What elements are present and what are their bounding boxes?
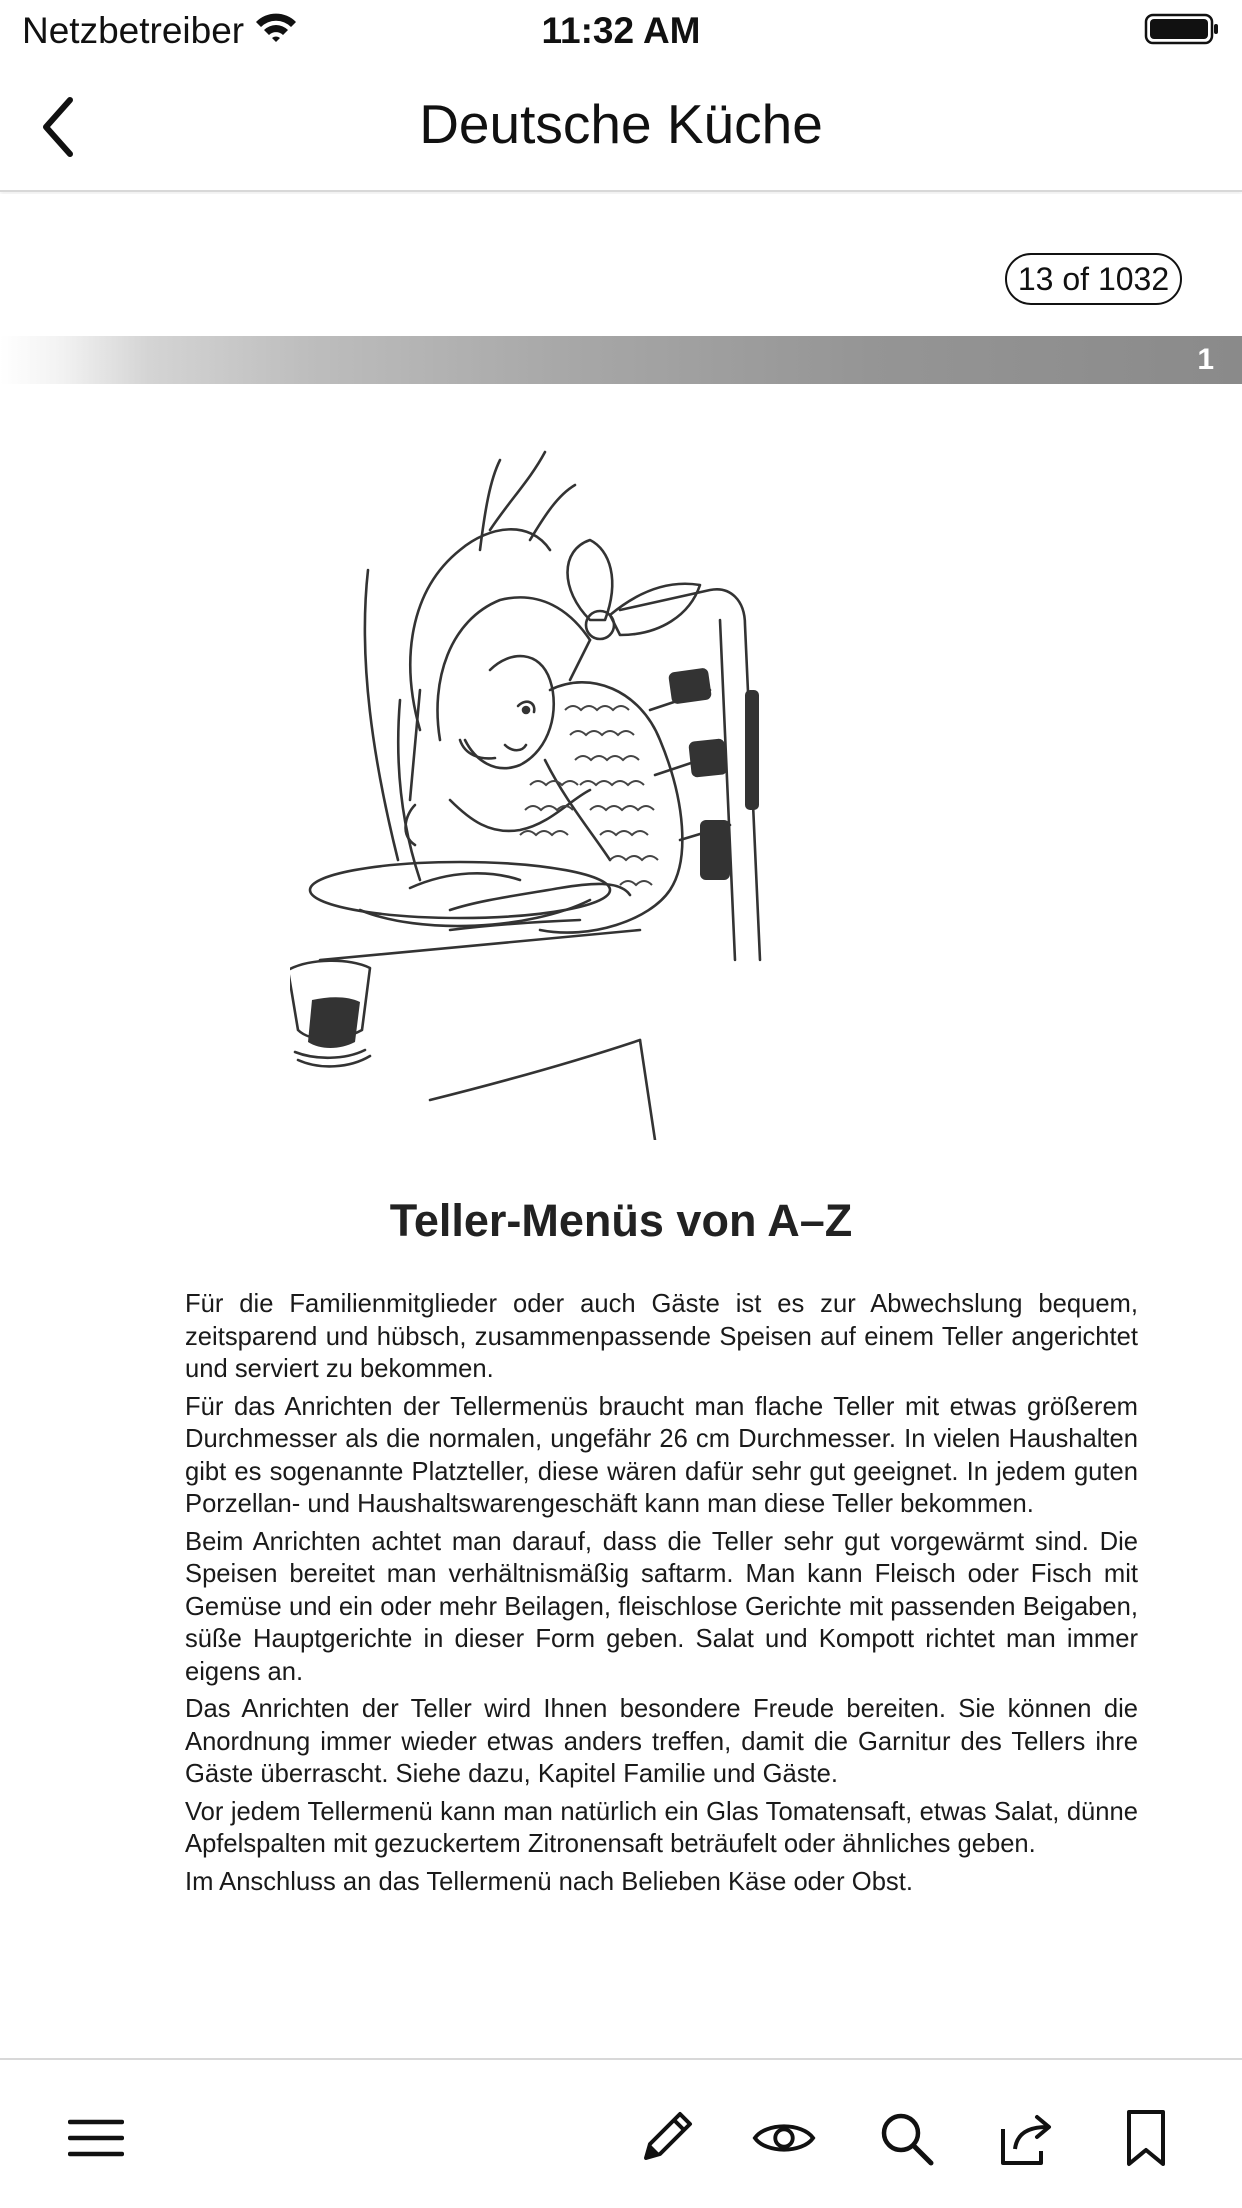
bookmark-icon <box>1123 2108 1169 2168</box>
document-heading: Teller-Menüs von A–Z <box>389 1195 853 1246</box>
wifi-icon <box>254 10 298 53</box>
search-button[interactable] <box>874 2106 938 2170</box>
view-button[interactable] <box>752 2106 816 2170</box>
paragraph: Für das Anrichten der Tellermenüs braucht man flache Teller mit etwas größerem Durchmesser als die normalen, ungefähr 26 cm Durchmesser. In vielen Haushalten gibt es sogenannte Platzteller, diese wären dafür sehr gut geeignet. In jedem guten Porzellan- und Haushaltswarengeschäft kann man diese Teller bekommen. <box>185 1392 1138 1518</box>
navigation-bar <box>0 62 1242 192</box>
page-counter-badge: 13 of 1032 <box>1005 253 1182 305</box>
status-left <box>22 10 298 53</box>
carrier-label: Netzbetreiber <box>22 10 245 51</box>
status-bar <box>0 0 1242 62</box>
back-button[interactable] <box>28 92 88 162</box>
paragraph: Beim Anrichten achtet man darauf, dass die Teller sehr gut vorgewärmt sind. Die Speisen bereitet man verhältnismäßig saftarm. Man kann Fleisch oder Fisch mit Gemüse und ein oder mehr Beilagen, fleischlose Gerichte mit passenden Beigaben, süße Hauptgerichte in dieser Form geben. Salat und Kompott richtet man immer eigens an. <box>185 1527 1138 1686</box>
child-eating-illustration <box>290 440 970 1140</box>
menu-icon <box>68 2116 124 2160</box>
paragraph: Vor jedem Tellermenü kann man natürlich ein Glas Tomatensaft, etwas Salat, dünne Apfelspalten mit gezuckertem Zitronensaft beträufelt oder ähnliches geben. <box>185 1797 1138 1858</box>
pencil-icon <box>636 2108 696 2168</box>
page-title: Deutsche Küche <box>419 93 823 155</box>
paragraph: Für die Familienmitglieder oder auch Gäste ist es zur Abwechslung bequem, zeitsparend und hübsch, zusammenpassende Speisen auf einem Teller angerichtet und serviert zu bekommen. <box>185 1290 1138 1383</box>
status-time: 11:32 AM <box>541 10 701 51</box>
chapter-band <box>0 336 1242 384</box>
annotate-button[interactable] <box>634 2106 698 2170</box>
share-icon <box>997 2109 1055 2167</box>
bookmark-button[interactable] <box>1114 2106 1178 2170</box>
search-icon <box>877 2109 935 2167</box>
chevron-left-icon <box>38 96 78 158</box>
eye-icon <box>752 2116 816 2160</box>
paragraph: Im Anschluss an das Tellermenü nach Belieben Käse oder Obst. <box>185 1867 913 1896</box>
share-button[interactable] <box>994 2106 1058 2170</box>
battery-icon <box>1144 12 1220 51</box>
bottom-toolbar <box>0 2058 1242 2208</box>
chapter-number: 1 <box>1197 343 1214 376</box>
menu-button[interactable] <box>64 2106 128 2170</box>
document-body <box>185 1288 1138 1903</box>
status-right <box>1144 12 1220 51</box>
paragraph: Das Anrichten der Teller wird Ihnen besondere Freude bereiten. Sie können die Anordnung immer wieder etwas anders treffen, damit die Garnitur des Tellers ihre Gäste überrascht. Siehe dazu, Kapitel Familie und Gäste. <box>185 1695 1138 1788</box>
